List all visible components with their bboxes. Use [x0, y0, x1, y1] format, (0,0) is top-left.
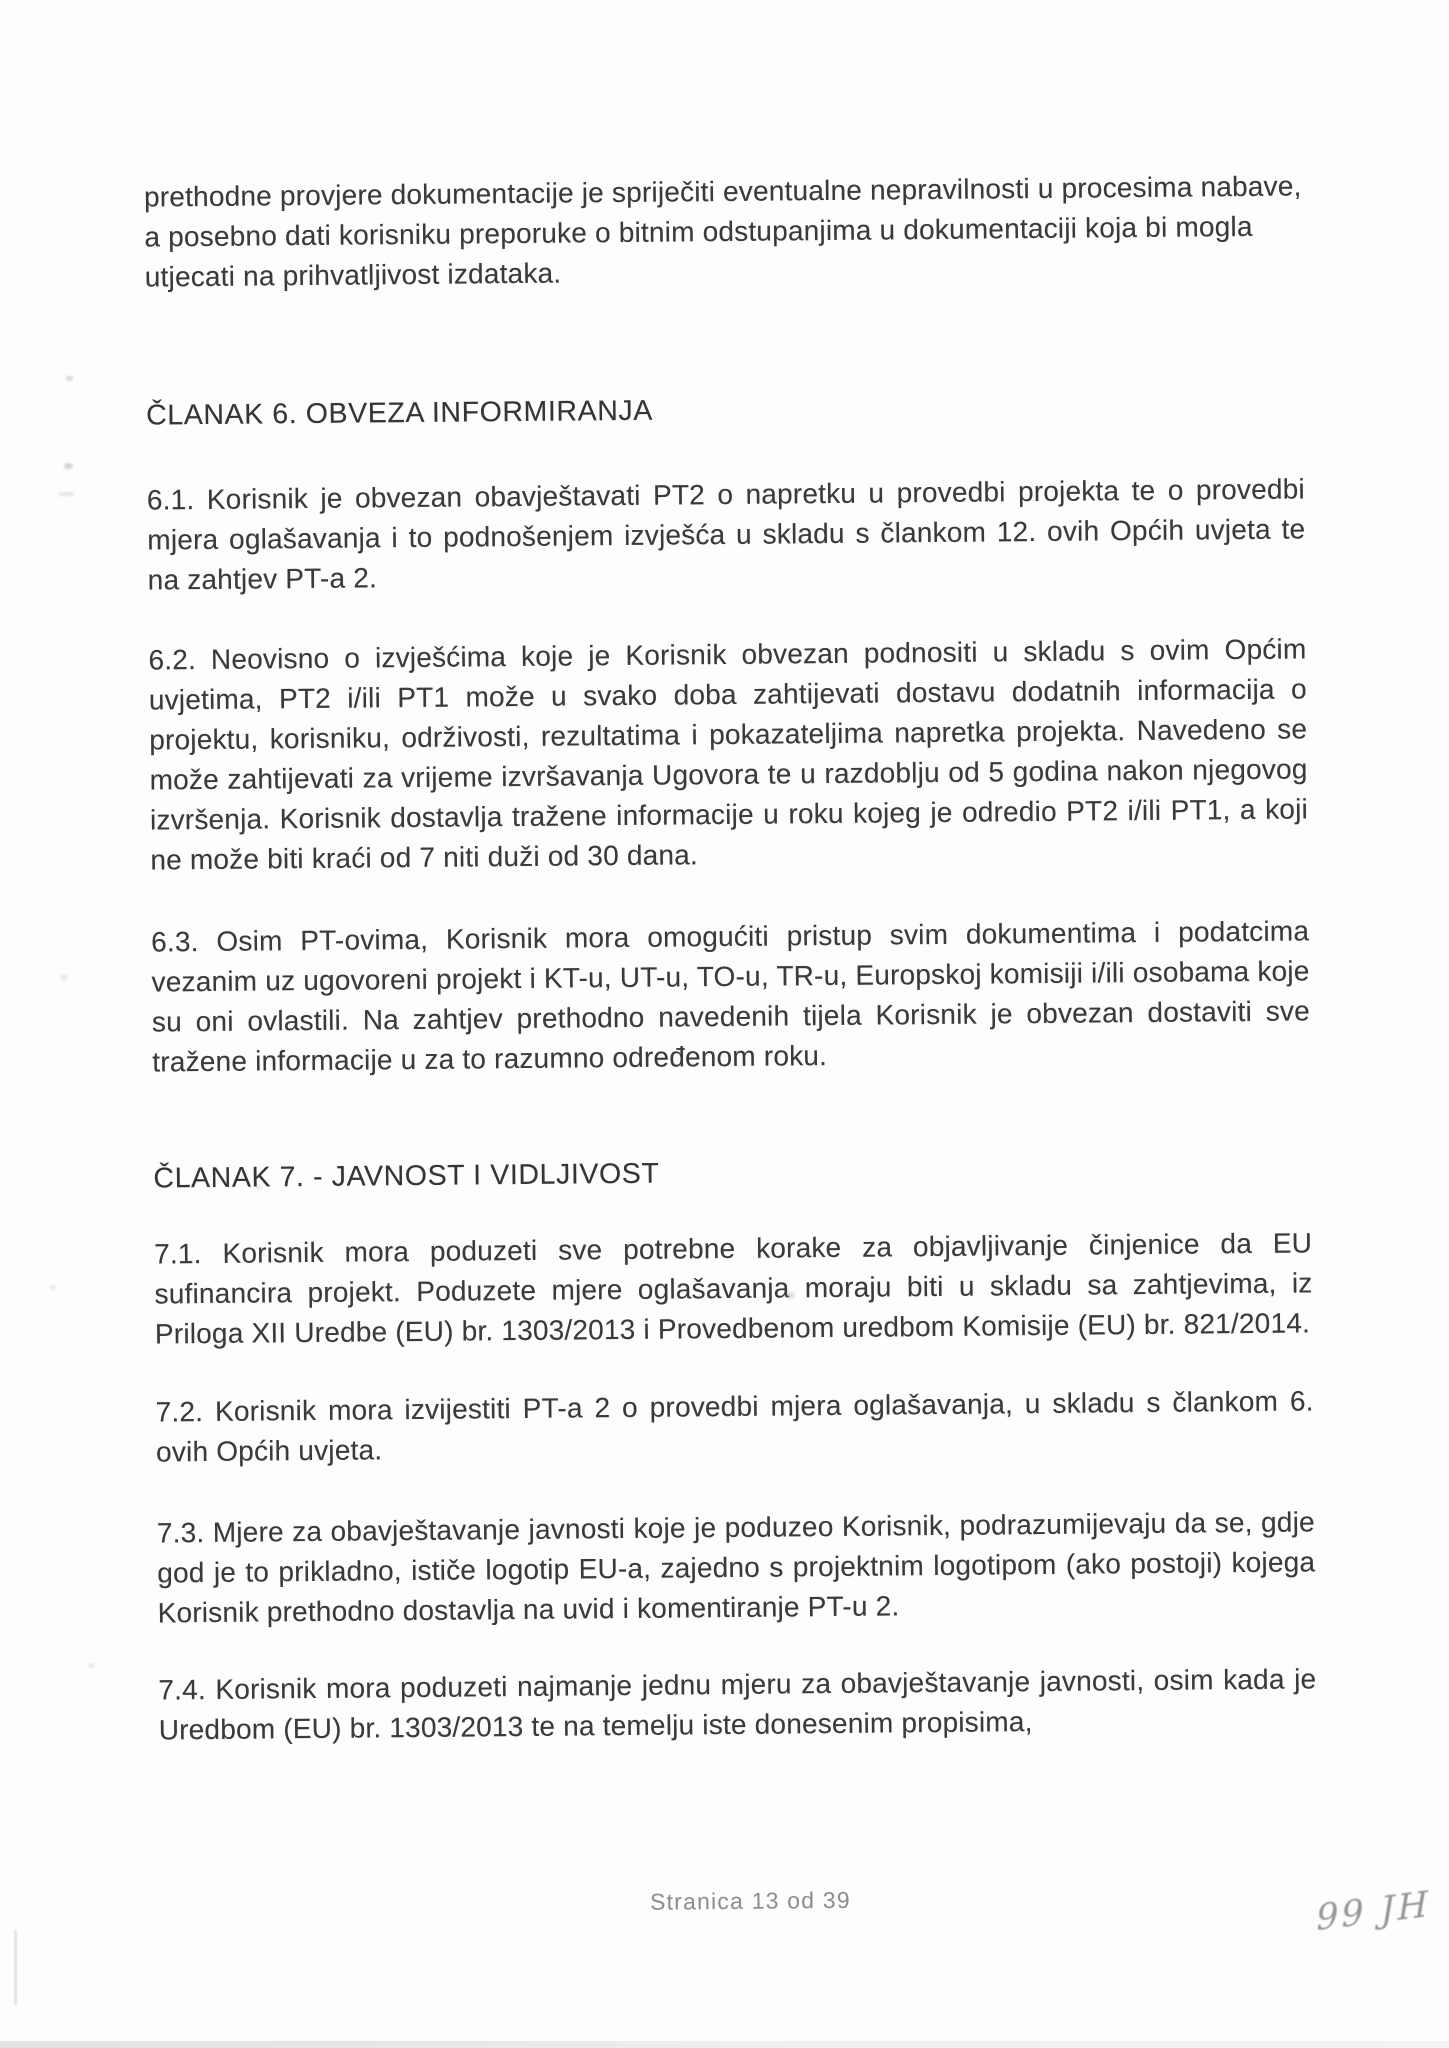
paragraph-7-2: 7.2. Korisnik mora izvijestiti PT-a 2 o provedbi mjera oglašavanja, u skladu s člankom 6. ovih Općih uvjeta.: [155, 1385, 1314, 1468]
scan-speck: [58, 492, 74, 496]
paragraph-7-1: 7.1. Korisnik mora poduzeti sve potrebne korake za objavljivanje činjenice da EU sufinancira projekt. Poduzete mjere oglašavanja moraju biti u skladu sa zahtjevima, iz Priloga XII Uredbe (EU) br. 1303/2013 i Provedbenom uredbom Komisije (EU) br. 821/2014.: [154, 1227, 1313, 1350]
paragraph-6-3: 6.3. Osim PT-ovima, Korisnik mora omogućiti pristup svim dokumentima i podatcima vezanim uz ugovoreni projekt i KT-u, UT-u, TO-u, TR-u, Europskoj komisiji i/ili osobama koje su oni ovlastili. Na zahtjev prethodno navedenih tijela Korisnik je obvezan dostaviti sve tražene informacije u za to razumno određenom roku.: [151, 915, 1311, 1078]
paragraph-7-3: 7.3. Mjere za obavještavanje javnosti koje je poduzeo Korisnik, podrazumijevaju da se, gdje god je to prikladno, ističe logotip EU-a, zajedno s projektnim logotipom (ako postoji) kojega Korisnik prethodno dostavlja na uvid i komentiranje PT-u 2.: [156, 1506, 1316, 1629]
scan-speck: [64, 463, 73, 469]
scan-speck: [255, 1185, 262, 1190]
paragraph-7-4: 7.4. Korisnik mora poduzeti najmanje jednu mjeru za obavještavanje javnosti, osim kada je Uredbom (EU) br. 1303/2013 te na temelju iste donesenim propisima,: [158, 1663, 1317, 1746]
paragraph-continuation: prethodne provjere dokumentacije je spriječiti eventualne nepravilnosti u procesima nabave, a posebno dati korisniku preporuke o bitnim odstupanjima u dokumentaciji koja bi mogla utjecati na prihvatljivost izdataka.: [143, 170, 1302, 293]
scan-speck: [66, 376, 73, 381]
scan-speck: [786, 1292, 795, 1299]
handwritten-initials: 99 JH: [1316, 1884, 1432, 1940]
paragraph-6-2: 6.2. Neovisno o izvješćima koje je Korisnik obvezan podnositi u skladu s ovim Općim uvjetima, PT2 i/ili PT1 može u svako doba zahtijevati dostavu dodatnih informacija o projektu, korisniku, održivosti, rezultatima i pokazateljima napretka projekta. Navedeno se može zahtijevati za vrijeme izvršavanja Ugovora te u razdoblju od 5 godina nakon njegovog izvršenja. Korisnik dostavlja tražene informacije u roku kojeg je odredio PT2 i/ili PT1, a koji ne može biti kraći od 7 niti duži od 30 dana.: [148, 633, 1309, 876]
scan-speck: [50, 1285, 56, 1290]
section-heading-clanak-7: ČLANAK 7. - JAVNOST I VIDLJIVOST: [153, 1157, 660, 1195]
scan-speck: [60, 975, 68, 980]
page-number-footer: Stranica 13 od 39: [649, 1886, 851, 1915]
paragraph-6-1: 6.1. Korisnik je obvezan obavještavati PT2 o napretku u provedbi projekta te o provedbi mjera oglašavanja i to podnošenjem izvješća u skladu s člankom 12. ovih Općih uvjeta te na zahtjev PT-a 2.: [146, 473, 1306, 596]
document-text-block: [144, 166, 1317, 1750]
section-heading-clanak-6: ČLANAK 6. OBVEZA INFORMIRANJA: [145, 394, 654, 432]
scan-bottom-edge: [0, 2041, 1449, 2048]
scanner-edge-artifact: [14, 1930, 17, 2005]
scan-speck: [88, 1663, 94, 1668]
